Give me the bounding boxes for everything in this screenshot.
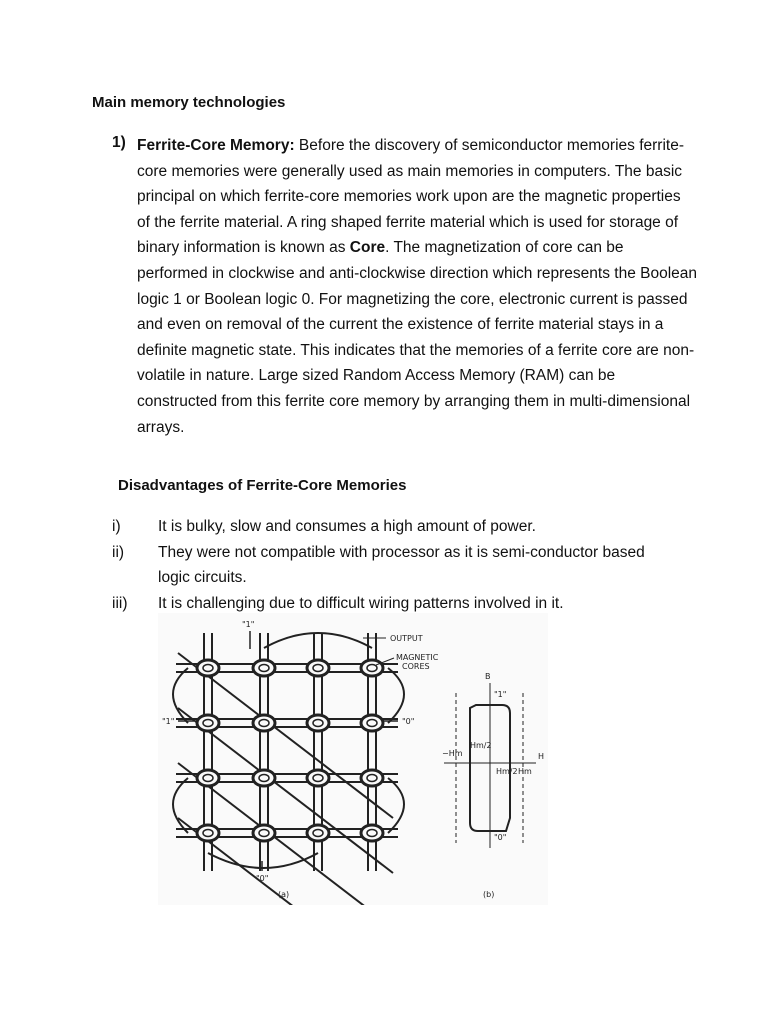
- figure-svg: [158, 613, 548, 905]
- label-1-left: "1": [162, 717, 175, 726]
- disadvantages-list: [112, 514, 712, 616]
- list-item-text: They were not compatible with processor as it is semi-conductor based logic circuits.: [158, 543, 645, 587]
- label-0-bottom: "0": [256, 874, 269, 883]
- hysteresis-diagram: [444, 683, 536, 848]
- list-item-number: ii): [112, 543, 125, 561]
- magnetic-core: [307, 770, 329, 786]
- sense-wire: [178, 653, 393, 818]
- label-a: (a): [278, 890, 290, 899]
- list-item-number: i): [112, 518, 121, 535]
- magnetic-core: [361, 715, 383, 731]
- wire-loop: [388, 778, 404, 833]
- magnetic-core: [361, 660, 383, 676]
- hys-label-1: "1": [494, 690, 507, 699]
- magnetic-core: [197, 825, 219, 841]
- ferrite-core-figure: [158, 613, 548, 905]
- magnetic-core: [197, 660, 219, 676]
- magnetic-core: [253, 770, 275, 786]
- list-item-number: iii): [112, 594, 128, 612]
- hys-label-hm2-bottom: Hm/2: [496, 767, 518, 776]
- section-heading: Main memory technologies: [92, 94, 286, 111]
- list-item: [112, 514, 712, 540]
- hys-label-hm2-top: Hm/2: [470, 741, 492, 750]
- label-1-top: "1": [242, 620, 255, 629]
- list-item-text: It is challenging due to difficult wiring patterns involved in it.: [158, 594, 564, 612]
- magnetic-core: [197, 770, 219, 786]
- magnetic-core: [253, 660, 275, 676]
- label-b: (b): [483, 890, 495, 899]
- core-term: Core: [349, 239, 386, 257]
- label-cores: CORES: [402, 662, 430, 671]
- label-magnetic: MAGNETIC: [396, 653, 439, 662]
- paragraph-text-1: Before the discovery of semiconductor memories ferrite-core memories were generally used as main memories in computers. The basic principal on which ferrite-core memories work upon are the magnetic properties of the ferrite material. A ring shaped ferrite material which is used for storage of binary information is known as: [137, 137, 684, 257]
- wire-loop: [388, 668, 404, 723]
- sense-wire: [178, 708, 393, 873]
- wire-loop: [208, 853, 318, 868]
- hys-label-0: "0": [494, 833, 507, 842]
- magnetic-core: [361, 825, 383, 841]
- item-title: Ferrite-Core Memory:: [137, 137, 295, 154]
- paragraph-text-2: . The magnetization of core can be performed in clockwise and anti-clockwise direction which represents the Boolean logic 1 or Boolean logic 0. For magnetizing the core, electronic current is passed and even on removal of the current the existence of ferrite material stays in a definite magnetic state. This indicates that the memories of a ferrite core are non-volatile in nature. Large sized Random Access Memory (RAM) can be constructed from this ferrite core memory by arranging them in multi-dimensional arrays.: [137, 239, 697, 436]
- magnetic-core: [253, 715, 275, 731]
- hys-label-h: H: [538, 752, 545, 761]
- magnetic-core: [197, 715, 219, 731]
- disadvantages-heading: Disadvantages of Ferrite-Core Memories: [118, 477, 407, 494]
- hys-label-neg-hm: −Hm: [442, 749, 463, 758]
- wire-loop: [264, 633, 372, 648]
- hys-label-hm: Hm: [518, 767, 532, 776]
- label-output: OUTPUT: [390, 634, 423, 643]
- magnetic-core: [307, 825, 329, 841]
- magnetic-core: [361, 770, 383, 786]
- ferrite-core-paragraph: [137, 133, 697, 440]
- list-item-text: It is bulky, slow and consumes a high amount of power.: [158, 518, 536, 535]
- core-array-diagram: [173, 631, 404, 905]
- magnetic-core: [307, 715, 329, 731]
- hys-label-b: B: [485, 672, 491, 681]
- list-item: [112, 540, 712, 591]
- label-0-right: "0": [402, 717, 415, 726]
- magnetic-core: [307, 660, 329, 676]
- item-number: 1): [112, 134, 126, 151]
- magnetic-core: [253, 825, 275, 841]
